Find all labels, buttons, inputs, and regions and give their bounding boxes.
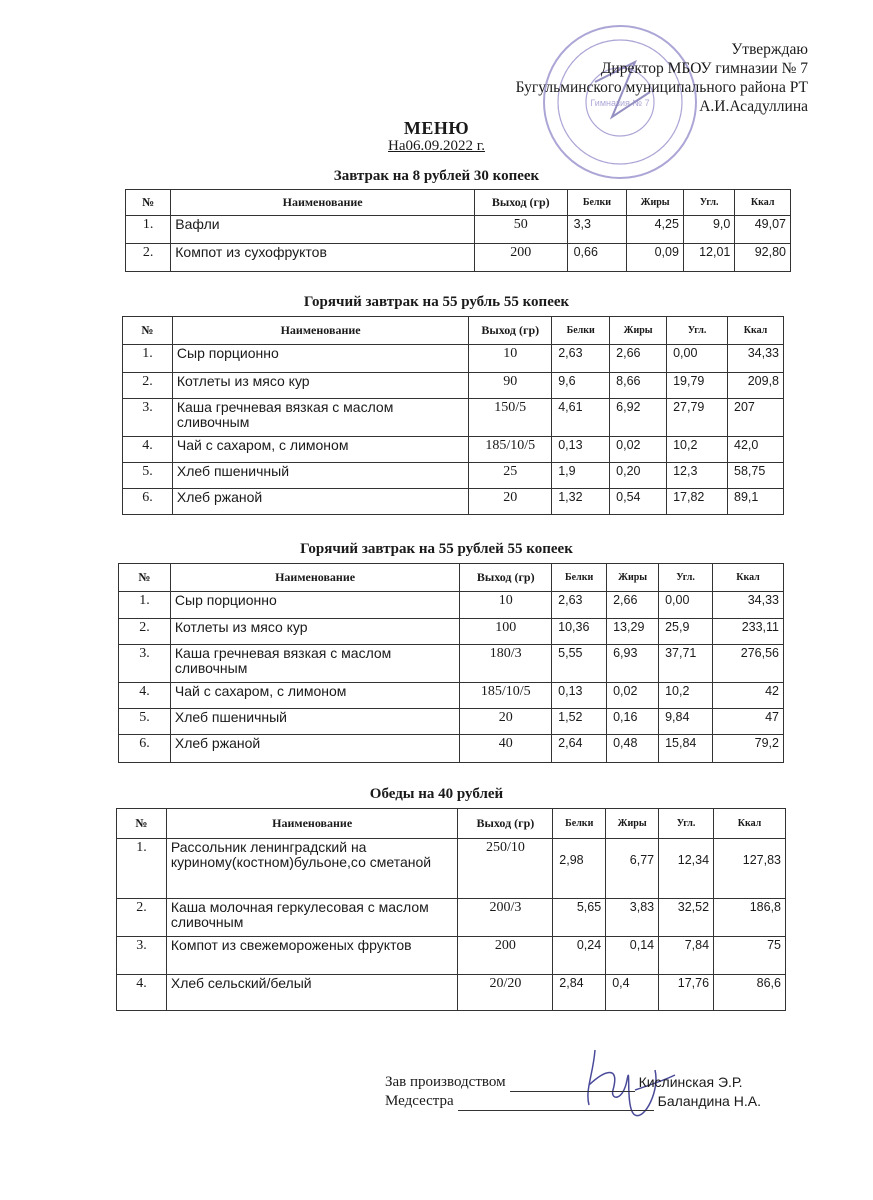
dish-name: Хлеб сельский/белый bbox=[166, 975, 458, 1011]
dish-name: Чай с сахаром, с лимоном bbox=[170, 683, 459, 709]
row-number: 6. bbox=[123, 489, 173, 515]
signature-row-nurse bbox=[385, 1092, 761, 1111]
carbs-value: 17,82 bbox=[667, 489, 728, 515]
table-row bbox=[119, 645, 784, 683]
kcal-value: 127,83 bbox=[714, 839, 786, 899]
dish-output: 20/20 bbox=[458, 975, 553, 1011]
column-header: Белки bbox=[552, 564, 607, 592]
column-header: № bbox=[126, 190, 171, 216]
fat-value: 0,16 bbox=[607, 709, 659, 735]
kcal-value: 86,6 bbox=[714, 975, 786, 1011]
column-header: Жиры bbox=[607, 564, 659, 592]
column-header: № bbox=[123, 317, 173, 345]
protein-value: 2,63 bbox=[552, 592, 607, 619]
section-heading: Горячий завтрак на 55 рублей 55 копеек bbox=[300, 541, 573, 557]
fat-value: 0,48 bbox=[607, 735, 659, 763]
table-row bbox=[123, 373, 784, 399]
menu-table bbox=[125, 189, 791, 272]
dish-output: 200 bbox=[474, 244, 567, 272]
fat-value: 2,66 bbox=[610, 345, 667, 373]
kcal-value: 276,56 bbox=[713, 645, 784, 683]
dish-output: 180/3 bbox=[460, 645, 552, 683]
row-number: 4. bbox=[123, 437, 173, 463]
row-number: 2. bbox=[119, 619, 171, 645]
fat-value: 6,93 bbox=[607, 645, 659, 683]
column-header: Выход (гр) bbox=[469, 317, 552, 345]
dish-name: Котлеты из мясо кур bbox=[170, 619, 459, 645]
row-number: 5. bbox=[123, 463, 173, 489]
approval-line: Бугульминского муниципального района РТ bbox=[515, 79, 808, 96]
table-row bbox=[123, 399, 784, 437]
fat-value: 0,20 bbox=[610, 463, 667, 489]
kcal-value: 186,8 bbox=[714, 899, 786, 937]
nurse-label: Медсестра bbox=[385, 1093, 454, 1109]
table-row bbox=[119, 735, 784, 763]
protein-value: 0,66 bbox=[567, 244, 627, 272]
dish-name: Хлеб пшеничный bbox=[172, 463, 468, 489]
protein-value: 5,65 bbox=[553, 899, 606, 937]
dish-output: 200 bbox=[458, 937, 553, 975]
kcal-value: 207 bbox=[728, 399, 784, 437]
column-header: Угл. bbox=[667, 317, 728, 345]
row-number: 2. bbox=[117, 899, 167, 937]
dish-name: Компот из свежемороженых фруктов bbox=[166, 937, 458, 975]
protein-value: 2,63 bbox=[552, 345, 610, 373]
fat-value: 4,25 bbox=[627, 216, 684, 244]
menu-date: На06.09.2022 г. bbox=[388, 138, 485, 154]
fat-value: 0,14 bbox=[606, 937, 659, 975]
carbs-value: 9,84 bbox=[659, 709, 713, 735]
dish-output: 250/10 bbox=[458, 839, 553, 899]
carbs-value: 0,00 bbox=[659, 592, 713, 619]
table-header-row bbox=[123, 317, 784, 345]
protein-value: 9,6 bbox=[552, 373, 610, 399]
column-header: Белки bbox=[567, 190, 627, 216]
row-number: 1. bbox=[117, 839, 167, 899]
fat-value: 0,02 bbox=[607, 683, 659, 709]
table-row bbox=[123, 489, 784, 515]
column-header: Жиры bbox=[627, 190, 684, 216]
table-row bbox=[126, 244, 791, 272]
table-row bbox=[117, 899, 786, 937]
carbs-value: 10,2 bbox=[659, 683, 713, 709]
table-row bbox=[119, 683, 784, 709]
column-header: Угл. bbox=[659, 564, 713, 592]
carbs-value: 0,00 bbox=[667, 345, 728, 373]
column-header: Наименование bbox=[172, 317, 468, 345]
fat-value: 13,29 bbox=[607, 619, 659, 645]
menu-table bbox=[116, 808, 786, 1011]
dish-output: 20 bbox=[460, 709, 552, 735]
protein-value: 1,32 bbox=[552, 489, 610, 515]
table-row bbox=[123, 437, 784, 463]
kcal-value: 34,33 bbox=[728, 345, 784, 373]
fat-value: 0,4 bbox=[606, 975, 659, 1011]
column-header: № bbox=[119, 564, 171, 592]
table-header-row bbox=[119, 564, 784, 592]
kcal-value: 49,07 bbox=[735, 216, 791, 244]
kcal-value: 34,33 bbox=[713, 592, 784, 619]
dish-name: Каша молочная геркулесовая с маслом сливочным bbox=[166, 899, 458, 937]
table-row bbox=[119, 592, 784, 619]
dish-name: Вафли bbox=[171, 216, 475, 244]
protein-value: 4,61 bbox=[552, 399, 610, 437]
column-header: Наименование bbox=[170, 564, 459, 592]
carbs-value: 12,34 bbox=[659, 839, 714, 899]
row-number: 5. bbox=[119, 709, 171, 735]
row-number: 6. bbox=[119, 735, 171, 763]
section-heading: Горячий завтрак на 55 рубль 55 копеек bbox=[303, 294, 570, 310]
dish-name: Котлеты из мясо кур bbox=[172, 373, 468, 399]
protein-value: 10,36 bbox=[552, 619, 607, 645]
row-number: 3. bbox=[117, 937, 167, 975]
kcal-value: 79,2 bbox=[713, 735, 784, 763]
table-row bbox=[117, 975, 786, 1011]
protein-value: 5,55 bbox=[552, 645, 607, 683]
column-header: Угл. bbox=[659, 809, 714, 839]
dish-output: 25 bbox=[469, 463, 552, 489]
column-header: Выход (гр) bbox=[460, 564, 552, 592]
column-header: Белки bbox=[553, 809, 606, 839]
fat-value: 3,83 bbox=[606, 899, 659, 937]
approval-block bbox=[516, 40, 808, 116]
table-row bbox=[123, 463, 784, 489]
signatures-block bbox=[385, 1073, 761, 1111]
dish-output: 185/10/5 bbox=[460, 683, 552, 709]
column-header: Выход (гр) bbox=[458, 809, 553, 839]
protein-value: 3,3 bbox=[567, 216, 627, 244]
carbs-value: 9,0 bbox=[683, 216, 734, 244]
protein-value: 1,9 bbox=[552, 463, 610, 489]
dish-name: Хлеб ржаной bbox=[170, 735, 459, 763]
carbs-value: 19,79 bbox=[667, 373, 728, 399]
row-number: 1. bbox=[126, 216, 171, 244]
table-row bbox=[119, 709, 784, 735]
table-row bbox=[117, 937, 786, 975]
table-header-row bbox=[117, 809, 786, 839]
column-header: Ккал bbox=[714, 809, 786, 839]
row-number: 1. bbox=[119, 592, 171, 619]
carbs-value: 17,76 bbox=[659, 975, 714, 1011]
column-header: Ккал bbox=[728, 317, 784, 345]
carbs-value: 7,84 bbox=[659, 937, 714, 975]
dish-output: 40 bbox=[460, 735, 552, 763]
dish-name: Сыр порционно bbox=[172, 345, 468, 373]
dish-name: Каша гречневая вязкая с маслом сливочным bbox=[172, 399, 468, 437]
kcal-value: 47 bbox=[713, 709, 784, 735]
section-heading: Завтрак на 8 рублей 30 копеек bbox=[333, 168, 540, 184]
protein-value: 0,13 bbox=[552, 437, 610, 463]
protein-value: 2,98 bbox=[553, 839, 606, 899]
menu-table bbox=[118, 563, 784, 763]
row-number: 3. bbox=[123, 399, 173, 437]
signature-row-production bbox=[385, 1073, 761, 1092]
approval-line: А.И.Асадуллина bbox=[699, 98, 808, 115]
dish-output: 200/3 bbox=[458, 899, 553, 937]
fat-value: 6,92 bbox=[610, 399, 667, 437]
carbs-value: 12,3 bbox=[667, 463, 728, 489]
kcal-value: 75 bbox=[714, 937, 786, 975]
production-name: Кислинская Э.Р. bbox=[638, 1074, 743, 1090]
fat-value: 6,77 bbox=[606, 839, 659, 899]
dish-name: Сыр порционно bbox=[170, 592, 459, 619]
dish-output: 90 bbox=[469, 373, 552, 399]
row-number: 2. bbox=[123, 373, 173, 399]
table-row bbox=[117, 839, 786, 899]
protein-value: 2,64 bbox=[552, 735, 607, 763]
column-header: Жиры bbox=[606, 809, 659, 839]
fat-value: 0,02 bbox=[610, 437, 667, 463]
kcal-value: 58,75 bbox=[728, 463, 784, 489]
row-number: 4. bbox=[119, 683, 171, 709]
section-heading: Обеды на 40 рублей bbox=[369, 786, 504, 802]
carbs-value: 32,52 bbox=[659, 899, 714, 937]
carbs-value: 15,84 bbox=[659, 735, 713, 763]
dish-output: 20 bbox=[469, 489, 552, 515]
carbs-value: 10,2 bbox=[667, 437, 728, 463]
carbs-value: 27,79 bbox=[667, 399, 728, 437]
menu-table bbox=[122, 316, 784, 515]
fat-value: 0,54 bbox=[610, 489, 667, 515]
carbs-value: 37,71 bbox=[659, 645, 713, 683]
row-number: 2. bbox=[126, 244, 171, 272]
table-row bbox=[123, 345, 784, 373]
approval-line: Директор МБОУ гимназии № 7 bbox=[600, 60, 808, 77]
carbs-value: 12,01 bbox=[683, 244, 734, 272]
fat-value: 0,09 bbox=[627, 244, 684, 272]
dish-output: 10 bbox=[460, 592, 552, 619]
kcal-value: 209,8 bbox=[728, 373, 784, 399]
kcal-value: 233,11 bbox=[713, 619, 784, 645]
column-header: Угл. bbox=[683, 190, 734, 216]
protein-value: 0,24 bbox=[553, 937, 606, 975]
dish-name: Хлеб пшеничный bbox=[170, 709, 459, 735]
approval-line: Утверждаю bbox=[731, 41, 808, 58]
kcal-value: 89,1 bbox=[728, 489, 784, 515]
column-header: № bbox=[117, 809, 167, 839]
dish-output: 100 bbox=[460, 619, 552, 645]
column-header: Наименование bbox=[166, 809, 458, 839]
table-header-row bbox=[126, 190, 791, 216]
dish-name: Рассольник ленинградский на куриному(костном)бульоне,со сметаной bbox=[166, 839, 458, 899]
column-header: Ккал bbox=[713, 564, 784, 592]
column-header: Белки bbox=[552, 317, 610, 345]
row-number: 3. bbox=[119, 645, 171, 683]
protein-value: 0,13 bbox=[552, 683, 607, 709]
dish-output: 10 bbox=[469, 345, 552, 373]
column-header: Ккал bbox=[735, 190, 791, 216]
column-header: Наименование bbox=[171, 190, 475, 216]
signature-line bbox=[510, 1078, 635, 1092]
dish-output: 185/10/5 bbox=[469, 437, 552, 463]
kcal-value: 42,0 bbox=[728, 437, 784, 463]
carbs-value: 25,9 bbox=[659, 619, 713, 645]
dish-name: Каша гречневая вязкая с маслом сливочным bbox=[170, 645, 459, 683]
nurse-name: Баландина Н.А. bbox=[657, 1093, 761, 1109]
stamp-center-text: Гимназия № 7 bbox=[590, 98, 650, 108]
row-number: 4. bbox=[117, 975, 167, 1011]
dish-name: Хлеб ржаной bbox=[172, 489, 468, 515]
fat-value: 8,66 bbox=[610, 373, 667, 399]
row-number: 1. bbox=[123, 345, 173, 373]
fat-value: 2,66 bbox=[607, 592, 659, 619]
table-row bbox=[119, 619, 784, 645]
page-title: МЕНЮ bbox=[403, 118, 470, 138]
column-header: Жиры bbox=[610, 317, 667, 345]
dish-output: 150/5 bbox=[469, 399, 552, 437]
signature-line bbox=[458, 1097, 654, 1111]
protein-value: 2,84 bbox=[553, 975, 606, 1011]
protein-value: 1,52 bbox=[552, 709, 607, 735]
column-header: Выход (гр) bbox=[474, 190, 567, 216]
dish-output: 50 bbox=[474, 216, 567, 244]
production-label: Зав производством bbox=[385, 1074, 506, 1090]
table-row bbox=[126, 216, 791, 244]
dish-name: Компот из сухофруктов bbox=[171, 244, 475, 272]
kcal-value: 42 bbox=[713, 683, 784, 709]
dish-name: Чай с сахаром, с лимоном bbox=[172, 437, 468, 463]
kcal-value: 92,80 bbox=[735, 244, 791, 272]
